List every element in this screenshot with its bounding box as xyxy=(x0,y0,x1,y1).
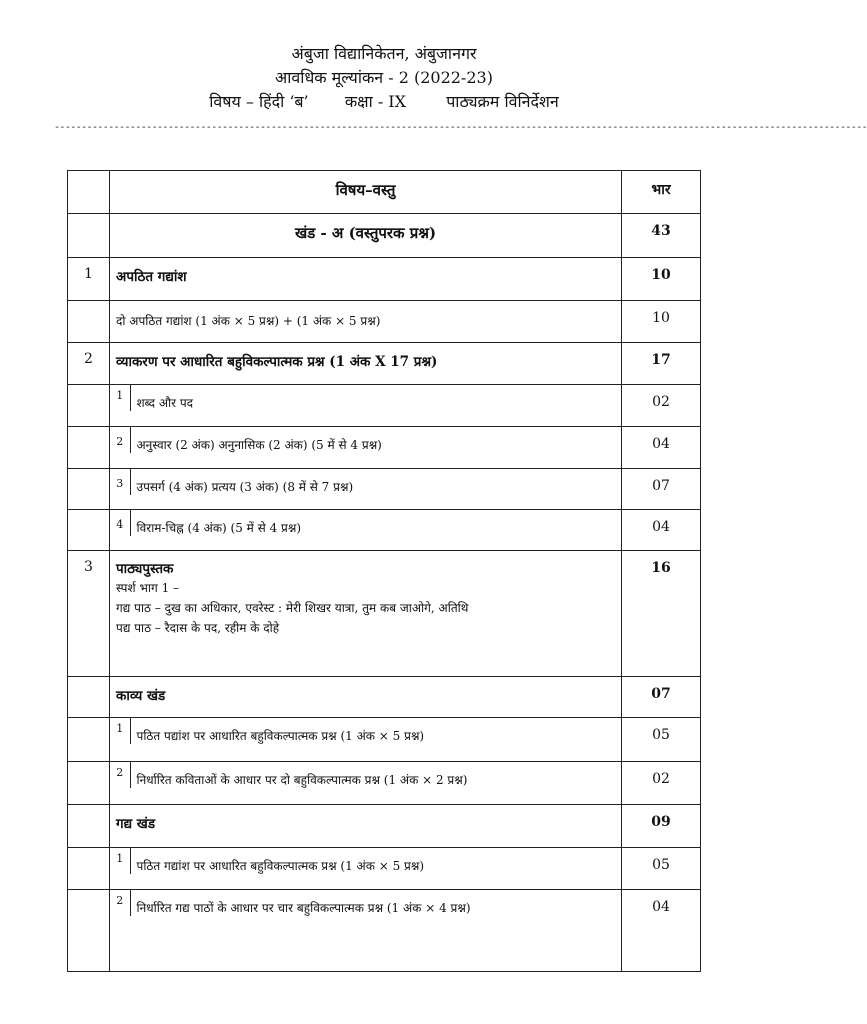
sub-item-number: 2 xyxy=(116,435,124,448)
sub-item-text: शब्द और पद xyxy=(130,385,621,411)
sub-item-text: पठित पद्यांश पर आधारित बहुविकल्पात्मक प्रश्न (1 अंक × 5 प्रश्न) xyxy=(130,718,621,744)
table-row xyxy=(68,718,701,762)
sub-item-weight: 07 xyxy=(622,469,701,510)
detail-weight: 10 xyxy=(622,301,701,343)
sub-item-text: विराम-चिह्न (4 अंक) (5 में से 4 प्रश्न) xyxy=(130,510,621,536)
sub-item-number: 1 xyxy=(116,722,124,735)
question-weight: 17 xyxy=(622,343,701,385)
syllabus-table xyxy=(67,170,701,972)
table-row xyxy=(68,385,701,427)
question-title: व्याकरण पर आधारित बहुविकल्पात्मक प्रश्न (1 अंक X 17 प्रश्न) xyxy=(110,343,622,385)
section-a-weight: 43 xyxy=(622,214,701,258)
prose-lessons: गद्य पाठ – दुख का अधिकार, एवरेस्ट : मेरी शिखर यात्रा, तुम कब जाओगे, अतिथि xyxy=(116,601,469,615)
table-row xyxy=(68,427,701,469)
sub-item-number: 2 xyxy=(116,894,124,907)
table-header-row xyxy=(68,171,701,214)
table-row xyxy=(68,762,701,805)
question-number: 3 xyxy=(68,551,110,677)
sub-item-text: निर्धारित कविताओं के आधार पर दो बहुविकल्पात्मक प्रश्न (1 अंक × 2 प्रश्न) xyxy=(130,762,621,788)
table-row xyxy=(68,848,701,890)
sub-item-text: अनुस्वार (2 अंक) अनुनासिक (2 अंक) (5 में से 4 प्रश्न) xyxy=(130,427,621,453)
section-a-row xyxy=(68,214,701,258)
sub-item-text: पठित गद्यांश पर आधारित बहुविकल्पात्मक प्रश्न (1 अंक × 5 प्रश्न) xyxy=(130,848,621,874)
question-weight: 16 xyxy=(622,551,701,677)
kavya-khand-title: काव्य खंड xyxy=(110,677,622,718)
subject-label: विषय – हिंदी ‘ब’ xyxy=(209,92,309,111)
question-number: 1 xyxy=(68,258,110,301)
separator-line: ------------------------------------------------------------------------------------------------------------------------------------------------------ xyxy=(54,122,867,133)
exam-title: आवधिक मूल्यांकन - 2 (2022-23) xyxy=(275,68,493,87)
section-a-title: खंड - अ (वस्तुपरक प्रश्न) xyxy=(110,214,622,258)
table-row xyxy=(68,301,701,343)
table-row xyxy=(68,677,701,718)
sub-item-text: उपसर्ग (4 अंक) प्रत्यय (3 अंक) (8 में से 7 प्रश्न) xyxy=(130,469,621,495)
question-number: 2 xyxy=(68,343,110,385)
table-row xyxy=(68,469,701,510)
poetry-lessons: पद्य पाठ – रैदास के पद, रहीम के दोहे xyxy=(116,621,280,635)
weight-column-header: भार xyxy=(622,171,701,214)
sub-item-weight: 04 xyxy=(622,890,701,972)
table-row xyxy=(68,805,701,848)
table-row xyxy=(68,510,701,551)
table-row xyxy=(68,890,701,972)
sub-item-weight: 05 xyxy=(622,848,701,890)
detail-text: दो अपठित गद्यांश (1 अंक × 5 प्रश्न) + (1 अंक × 5 प्रश्न) xyxy=(110,301,622,343)
sub-item-number: 1 xyxy=(116,389,124,402)
class-label: कक्षा - IX xyxy=(344,92,407,111)
sub-item-weight: 04 xyxy=(622,427,701,469)
gadya-khand-weight: 09 xyxy=(622,805,701,848)
document-header xyxy=(0,42,768,114)
sub-item-weight: 02 xyxy=(622,385,701,427)
sub-item-text: निर्धारित गद्य पाठों के आधार पर चार बहुविकल्पात्मक प्रश्न (1 अंक × 4 प्रश्न) xyxy=(130,890,621,916)
question-title: अपठित गद्यांश xyxy=(110,258,622,301)
kavya-khand-weight: 07 xyxy=(622,677,701,718)
table-row xyxy=(68,551,701,677)
sub-item-weight: 05 xyxy=(622,718,701,762)
sub-item-number: 2 xyxy=(116,766,124,779)
sub-item-number: 4 xyxy=(116,518,124,531)
question-weight: 10 xyxy=(622,258,701,301)
sub-item-weight: 02 xyxy=(622,762,701,805)
school-name: अंबुजा विद्यानिकेतन, अंबुजानगर xyxy=(291,44,477,63)
gadya-khand-title: गद्य खंड xyxy=(110,805,622,848)
question-title: पाठ्यपुस्तक xyxy=(116,561,174,577)
table-row xyxy=(68,343,701,385)
syllabus-label: पाठ्यक्रम विनिर्देशन xyxy=(446,92,559,111)
sub-item-number: 3 xyxy=(116,477,124,490)
subject-line xyxy=(0,90,768,114)
sub-item-weight: 04 xyxy=(622,510,701,551)
content-column-header: विषय–वस्तु xyxy=(110,171,622,214)
sub-item-number: 1 xyxy=(116,852,124,865)
textbook-name: स्पर्श भाग 1 – xyxy=(116,581,180,595)
table-row xyxy=(68,258,701,301)
